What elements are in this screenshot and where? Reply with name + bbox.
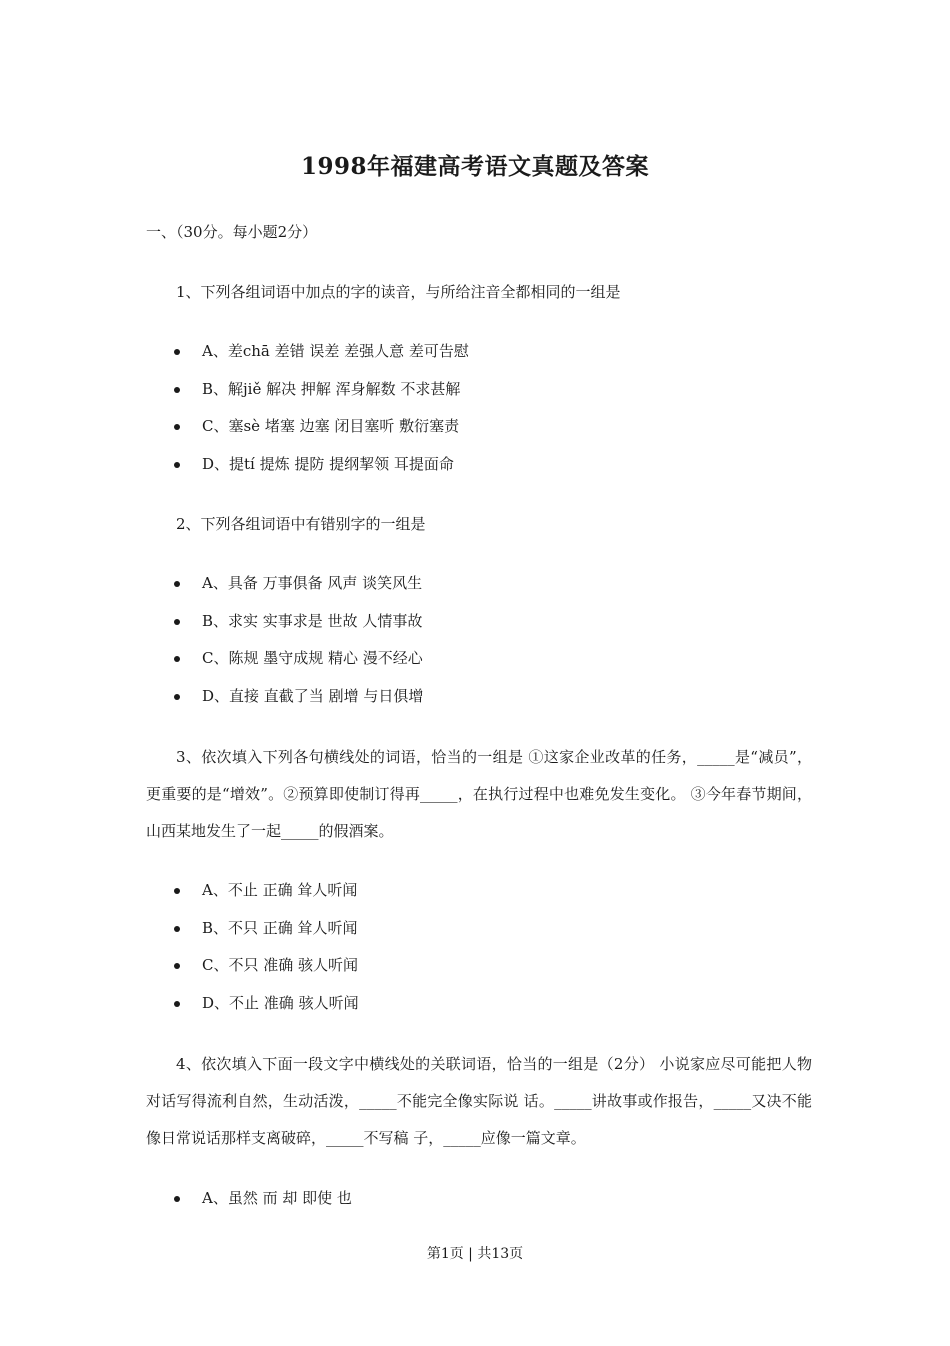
question-1-option-a [146,333,812,371]
bullet-icon [174,694,180,700]
option-text: A、差chā 差错 误差 差强人意 差可告慰 [202,342,469,360]
question-3-stem: 3、依次填入下列各句横线处的词语，恰当的一组是 ①这家企业改革的任务，_____是“减员”，更重要的是“增效”。②预算即使制订得再_____，在执行过程中也难免发生变化。 ③今年春节期间，山西某地发生了一起_____的假酒案。 [146,748,812,840]
section-heading: 一、（30分。每小题2分） [146,223,318,241]
bullet-icon [174,1001,180,1007]
option-text: A、不止 正确 耸人听闻 [202,881,358,899]
question-3-options [146,872,812,1022]
bullet-icon [174,462,180,468]
bullet-icon [174,387,180,393]
question-2-option-b [146,603,812,641]
question-2-options [146,565,812,715]
option-text: C、陈规 墨守成规 精心 漫不经心 [202,649,423,667]
bullet-icon [174,1196,180,1202]
option-text: B、求实 实事求是 世故 人情事故 [202,611,423,630]
question-2-option-d [146,678,812,716]
question-3-option-c [146,947,812,985]
bullet-icon [174,581,180,587]
question-1-option-b [146,371,812,409]
bullet-icon [174,349,180,355]
question-1-option-c [146,408,812,446]
option-text: A、具备 万事俱备 风声 谈笑风生 [202,574,423,592]
bullet-icon [174,963,180,969]
question-3-option-b [146,910,812,948]
bullet-icon [174,424,180,430]
bullet-icon [174,619,180,625]
option-text: D、直接 直截了当 剧增 与日俱增 [202,686,424,705]
question-3-option-a [146,872,812,910]
bullet-icon [174,888,180,894]
question-1-option-d [146,446,812,484]
document-title: 1998年福建高考语文真题及答案 [300,153,649,180]
question-2-option-c [146,640,812,678]
question-2-option-a [146,565,812,603]
bullet-icon [174,656,180,662]
page-footer: 第1页 | 共13页 [426,1246,524,1262]
question-1-options [146,333,812,483]
option-text: C、不只 准确 骇人听闻 [202,956,359,974]
option-text: C、塞sè 堵塞 边塞 闭目塞听 敷衍塞责 [202,417,460,435]
option-text: B、解jiě 解决 押解 浑身解数 不求甚解 [202,379,461,398]
option-text: A、虽然 而 却 即使 也 [202,1189,352,1207]
option-text: D、不止 准确 骇人听闻 [202,993,359,1012]
question-2-stem: 2、下列各组词语中有错别字的一组是 [176,515,426,533]
question-3-option-d [146,985,812,1023]
option-text: B、不只 正确 耸人听闻 [202,918,358,937]
option-text: D、提tí 提炼 提防 提纲挈领 耳提面命 [202,454,454,473]
question-4-option-a [146,1180,812,1218]
question-4-options [146,1180,812,1218]
question-1-stem: 1、下列各组词语中加点的字的读音，与所给注音全都相同的一组是 [176,283,621,301]
bullet-icon [174,926,180,932]
question-4-stem: 4、依次填入下面一段文字中横线处的关联词语，恰当的一组是（2分） 小说家应尽可能把人物对话写得流利自然，生动活泼，_____不能完全像实际说 话。_____讲故事或作报告，_____又决不能像日常说话那样支离破碎，_____不写稿 子，_____应像一篇文章。 [146,1055,812,1147]
